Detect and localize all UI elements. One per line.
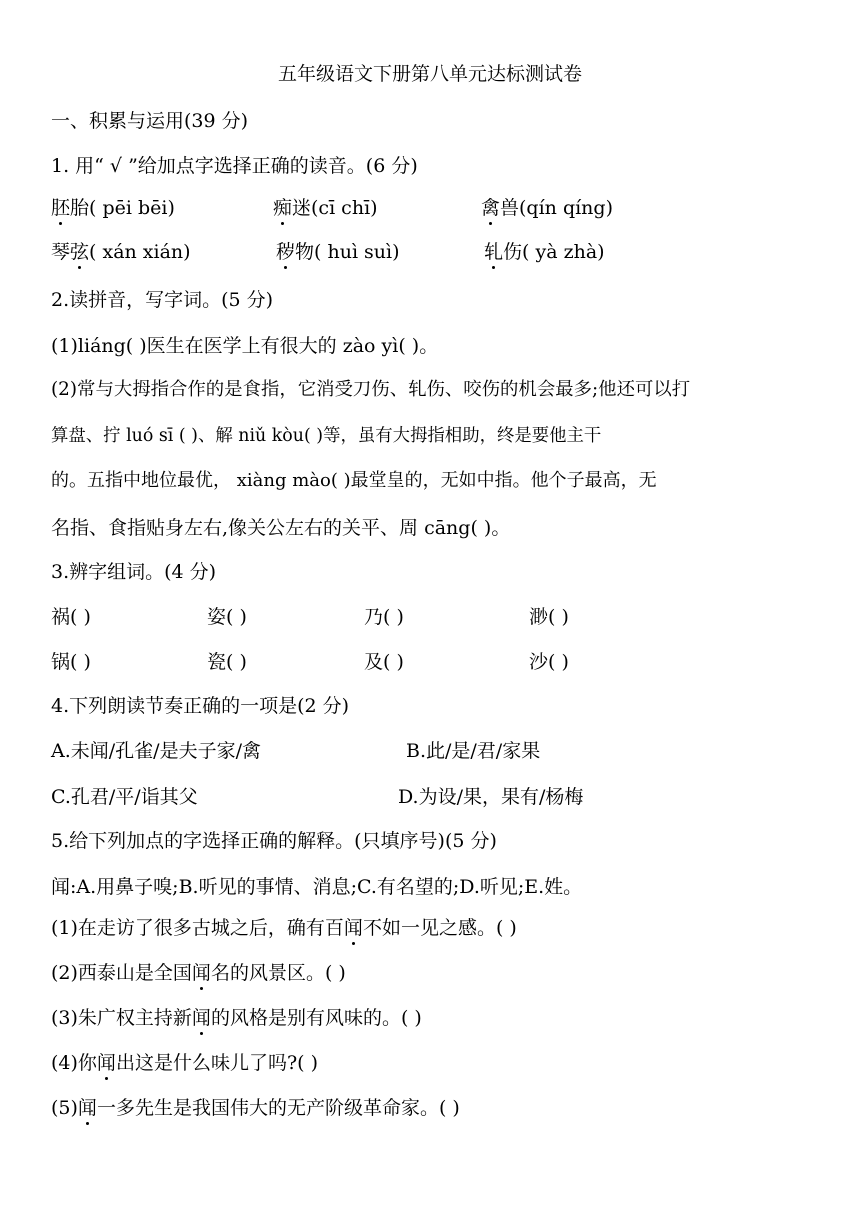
- question-1-prompt: 1. 用“ √ ”给加点字选择正确的读音。(6 分): [51, 155, 418, 177]
- q3-cell: 姿( ): [207, 606, 247, 628]
- q5-item: (2)西泰山是全国闻名的风景区。( ): [51, 962, 346, 984]
- dotted-char: 闻: [191, 962, 211, 984]
- q3-cell: 锅( ): [51, 651, 91, 673]
- q1-item: 秽物( huì suì): [276, 241, 400, 263]
- question-5-prompt: 5.给下列加点的字选择正确的解释。(只填序号)(5 分): [51, 830, 497, 852]
- q3-cell: 祸( ): [51, 606, 91, 628]
- q1-item: 禽兽(qín qíng): [481, 197, 613, 219]
- q2-line: 算盘、拧 luó sī ( )、解 niǔ kòu( )等，虽有大拇指相助，终是要他主干: [51, 426, 602, 446]
- q1-item: 琴弦( xán xián): [51, 241, 191, 263]
- q2-line: (2)常与大拇指合作的是食指，它消受刀伤、轧伤、咬伤的机会最多;他还可以打: [51, 379, 691, 400]
- q5-item: (4)你闻出这是什么味儿了吗?( ): [51, 1052, 318, 1074]
- dotted-char: 闻: [191, 1007, 211, 1029]
- dotted-char: 轧: [484, 241, 504, 263]
- dotted-char: 禽: [481, 197, 501, 219]
- q2-line: 的。五指中地位最优， xiàng mào( )最堂皇的，无如中指。他个子最高，无: [51, 470, 657, 491]
- option-b: B.此/是/君/家果: [406, 740, 541, 762]
- q3-cell: 乃( ): [364, 606, 404, 628]
- q3-cell: 及( ): [364, 651, 404, 673]
- question-4-prompt: 4.下列朗读节奏正确的一项是(2 分): [51, 695, 350, 717]
- q3-cell: 瓷( ): [207, 651, 247, 673]
- dotted-char: 痴: [273, 197, 293, 219]
- dotted-char: 闻: [343, 917, 363, 939]
- q3-cell: 渺( ): [529, 606, 569, 628]
- page-title: 五年级语文下册第八单元达标测试卷: [277, 63, 582, 85]
- question-3-prompt: 3.辨字组词。(4 分): [51, 561, 217, 583]
- dotted-char: 弦: [70, 241, 90, 263]
- q1-item: 轧伤( yà zhà): [484, 241, 605, 263]
- option-d: D.为设/果，果有/杨梅: [398, 786, 584, 808]
- q5-item: (5)闻一多先生是我国伟大的无产阶级革命家。( ): [51, 1097, 460, 1119]
- q3-cell: 沙( ): [529, 651, 569, 673]
- q1-item: 痴迷(cī chī): [273, 197, 378, 219]
- q5-item: (1)在走访了很多古城之后，确有百闻不如一见之感。( ): [51, 917, 517, 939]
- option-a: A.未闻/孔雀/是夫子家/禽: [51, 740, 261, 762]
- q5-item: (3)朱广权主持新闻的风格是别有风味的。( ): [51, 1007, 422, 1029]
- dotted-char: 闻: [96, 1052, 116, 1074]
- dotted-char: 胚: [51, 197, 71, 219]
- dotted-char: 闻: [77, 1097, 97, 1119]
- q2-line: 名指、食指贴身左右,像关公左右的关平、周 cāng( )。: [51, 517, 511, 539]
- q2-line: (1)liáng( )医生在医学上有很大的 zào yì( )。: [51, 335, 439, 357]
- question-2-prompt: 2.读拼音，写字词。(5 分): [51, 289, 274, 311]
- option-c: C.孔君/平/诣其父: [51, 786, 198, 808]
- q5-definitions: 闻:A.用鼻子嗅;B.听见的事情、消息;C.有名望的;D.听见;E.姓。: [51, 876, 583, 898]
- q1-item: 胚胎( pēi bēi): [51, 197, 175, 219]
- dotted-char: 秽: [276, 241, 296, 263]
- section-heading: 一、积累与运用(39 分): [51, 110, 249, 132]
